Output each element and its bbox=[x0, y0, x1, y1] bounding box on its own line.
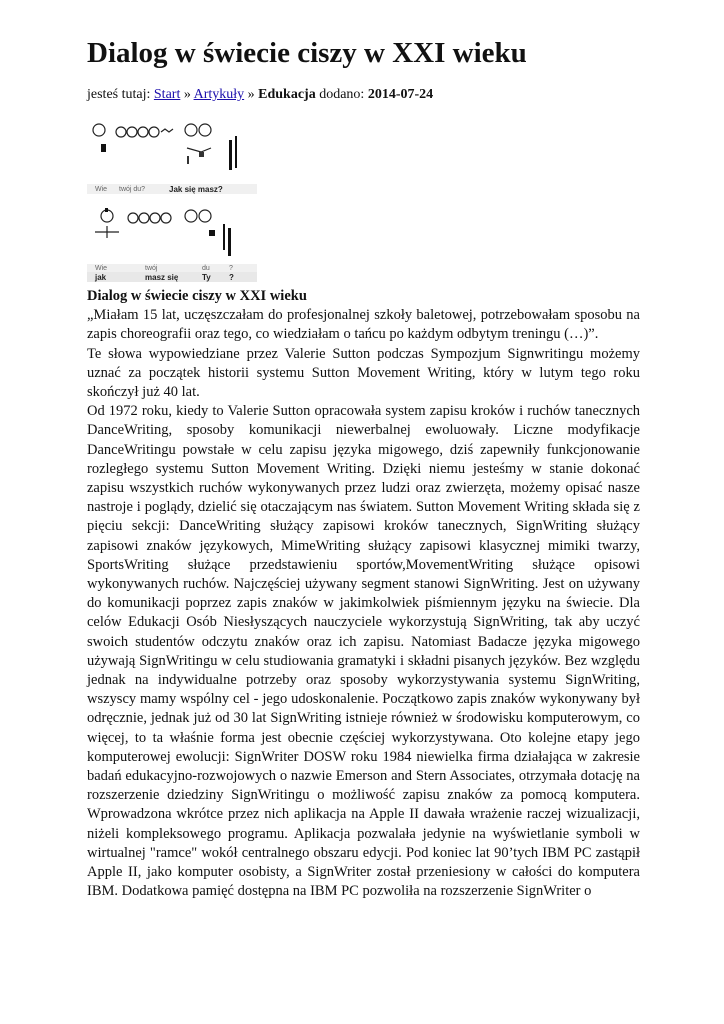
breadcrumb-start-link[interactable]: Start bbox=[153, 87, 181, 102]
article-body bbox=[87, 287, 640, 902]
publish-date: 2014-07-24 bbox=[367, 87, 434, 102]
breadcrumb-category: Edukacja bbox=[258, 87, 316, 102]
figure-word: masz się bbox=[145, 273, 179, 282]
figure-label: Wie bbox=[95, 186, 108, 193]
breadcrumb-separator: » bbox=[180, 87, 194, 102]
added-label: dodano: bbox=[315, 87, 368, 102]
figure-word: Ty bbox=[202, 273, 211, 282]
page-title: Dialog w świecie ciszy w XXI wieku bbox=[87, 37, 527, 69]
breadcrumb-articles-link[interactable]: Artykuły bbox=[193, 87, 245, 102]
signwriting-figure bbox=[87, 112, 257, 284]
hand-symbol bbox=[101, 144, 106, 152]
face-symbol bbox=[93, 124, 105, 136]
article-heading: Dialog w świecie ciszy w XXI wieku bbox=[87, 288, 307, 304]
breadcrumb-prefix: jesteś tutaj: bbox=[87, 87, 151, 102]
figure-label: twój bbox=[145, 265, 158, 272]
signwriting-illustration bbox=[87, 112, 257, 284]
figure-label: du bbox=[202, 265, 210, 272]
figure-word: ? bbox=[229, 273, 234, 282]
figure-label: Jak się masz? bbox=[169, 185, 223, 194]
figure-label: ? bbox=[229, 265, 233, 272]
figure-word: jak bbox=[95, 273, 107, 282]
figure-label: twój du? bbox=[119, 186, 146, 193]
breadcrumb-separator: » bbox=[244, 87, 259, 102]
paragraph-intro: Te słowa wypowiedziane przez Valerie Sutton podczas Sympozjum Signwritingu możemy uznać za początek historii systemu Sutton Movement Writing, który w lutym tego roku skończył już 40 lat. bbox=[87, 345, 640, 401]
paragraph-quote: „Miałam 15 lat, uczęszczałam do profesjonalnej szkoły baletowej, potrzebowałam sposobu na zapis choreografii oraz tego, co wiedziałam o tańcu po każdym odbytym treningu (…)”. bbox=[87, 307, 640, 343]
breadcrumb bbox=[87, 86, 433, 104]
figure-label: Wie bbox=[95, 265, 108, 272]
paragraph-history: Od 1972 roku, kiedy to Valerie Sutton opracowała system zapisu kroków i ruchów tanecznych DanceWriting, sposoby komunikacji niewerbalnej ewoluowały. Liczne modyfikacje DanceWritingu powstałe w celu zapisu języka migowego, dziś zapewniły funkcjonowanie rozległego systemu Sutton Movement Writing. Dzięki niemu jesteśmy w stanie dokonać zapisu wszystkich ruchów wykonywanych przez ludzi oraz zwierzęta, możemy opisać nasze nastroje i poglądy, dzielić się otaczającym nas światem. Sutton Movement Writing składa się z pięciu sekcji: DanceWriting służący zapisowi kroków tanecznych, SignWriting służący zapisowi znaków językowych, MimeWriting służący zapisowi klasycznej mimiki twarzy, SportsWriting służące przedstawieniu sportów,MovementWriting służące opisowi wykonywanych ruchów. Najczęściej używany segment stanowi SignWriting. Jest on używany do komunikacji poprzez zapis znaków w jakimkolwiek piśmiennym języku na świecie. Dla celów Edukacji Osób Niesłyszących nauczyciele wykorzystują SignWriting, tak aby uczyć swoich studentów odczytu znaków oraz ich zapisu. Natomiast Badacze języka migowego używają SignWritingu w celu studiowania gramatyki i składni pisanych języków. Bez względu jednak na indywidualne potrzeby oraz sposoby wykorzystywania systemu SignWriting, wszyscy mamy wspólny cel - jego udoskonalenie. Początkowo zapis znaków wykonywany był odręcznie, jednak już od 30 lat SignWriting istnieje również w środowisku komputerowym, co więcej, to ta właśnie forma jest obecnie częściej wykorzystywana. Oto kolejne etapy jego komputerowej ewolucji: SignWriter DOSW roku 1984 niewielka firma działająca w zakresie badań edukacyjno-rozwojowych o nazwie Emerson and Stern Associates, otrzymała dotację na rozszerzenie dziedziny SignWritingu o możliwość zapisu znaków za pomocą komputera. Wprowadzona wkrótce przez nich aplikacja na Apple II dawała wrażenie raczej wizualizacji, niżeli kompleksowego programu. Aplikacja pozwalała jedynie na wyświetlanie symboli w wirtualnej "ramce" wokół centralnego obszaru edycji. Pod koniec lat 90’tych IBM PC zastąpił Apple II, jako komputer osobisty, a SignWriter został przeniesiony w całości do komputera IBM. Dodatkowa pamięć dostępna na IBM PC pozwoliła na rozszerzenie SignWriter o bbox=[87, 403, 640, 900]
